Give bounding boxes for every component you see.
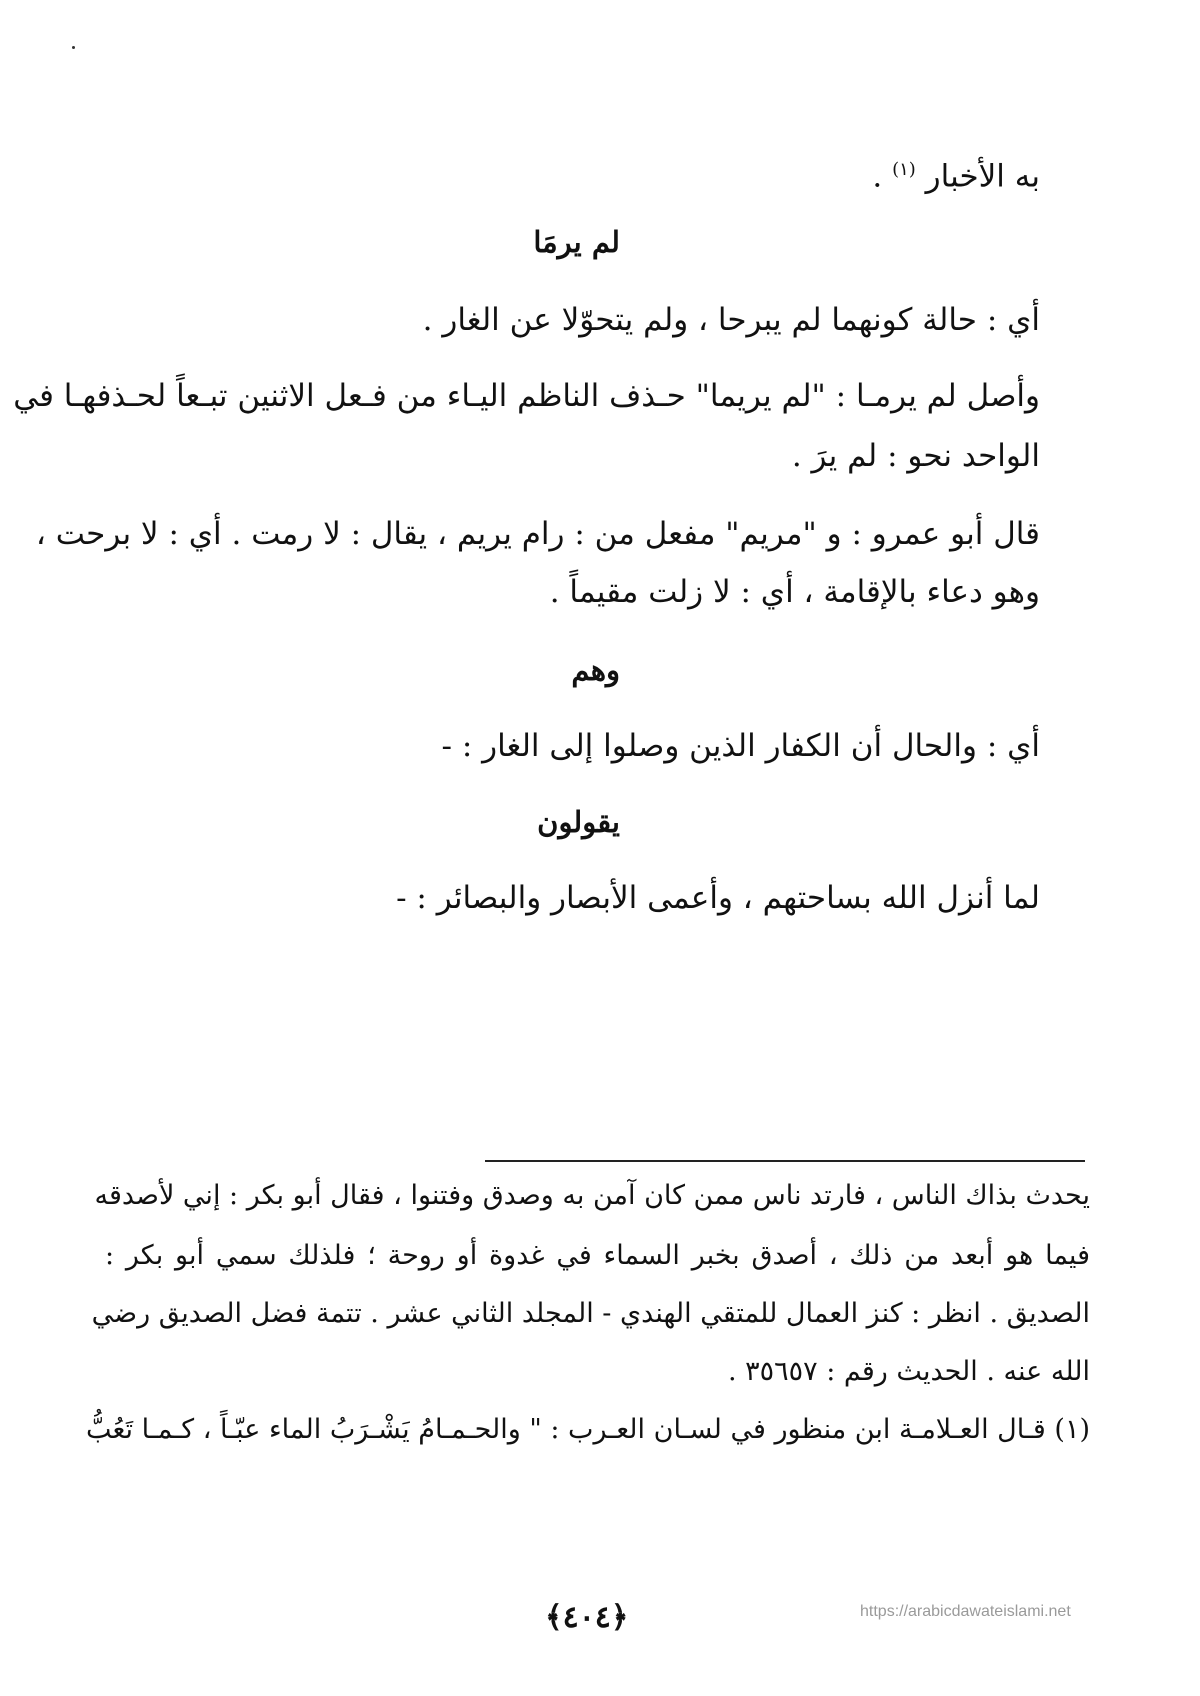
body-line-1-text: به الأخبار [925,158,1040,195]
body-line-2: أي : حالة كونهما لم يبرحا ، ولم يتحوّلا عن الغار . [422,302,1040,338]
footnote-ref: (١) [892,159,916,180]
heading-lam-yarima: لم يرمَا [533,225,620,259]
body-line-3: وأصل لم يرمـا : "لم يريما" حـذف الناظم اليـاء من فـعل الاثنين تبـعاً لحـذفهـا في [13,378,1040,414]
watermark-url: https://arabicdawateislami.net [860,1603,1071,1620]
footnote-line-5: (١) قـال العـلامـة ابن منظور في لسـان العـرب : " والحـمـامُ يَشْـرَبُ الماء عبّـاً ، كـمـا تَعُبُّ [85,1414,1090,1445]
footnote-line-4: الله عنه . الحديث رقم : ٣٥٦٥٧ . [727,1356,1090,1387]
page-number: ﴿٤٠٤﴾ [545,1600,629,1635]
heading-yaqulun: يقولون [537,805,620,839]
body-line-5: قال أبو عمرو : و "مريم" مفعل من : رام يريم ، يقال : لا رمت . أي : لا برحت ، [35,516,1040,552]
body-line-6: وهو دعاء بالإقامة ، أي : لا زلت مقيماً . [549,574,1040,610]
footnote-line-3: الصديق . انظر : كنز العمال للمتقي الهندي - المجلد الثاني عشر . تتمة فضل الصديق رضي [91,1298,1090,1329]
body-line-1 [110,148,1040,198]
footnote-line-2: فيما هو أبعد من ذلك ، أصدق بخبر السماء في غدوة أو روحة ؛ فلذلك سمي أبو بكر : [105,1240,1090,1271]
body-line-1-end: . [872,158,883,195]
body-line-4: الواحد نحو : لم يرَ . [791,438,1040,474]
body-line-8: لما أنزل الله بساحتهم ، وأعمى الأبصار والبصائر : - [396,880,1040,916]
footnote-separator [485,1160,1085,1162]
footnote-line-1: يحدث بذاك الناس ، فارتد ناس ممن كان آمن به وصدق وفتنوا ، فقال أبو بكر : إني لأصدقه [94,1180,1090,1211]
heading-wahum: وهم [571,653,620,687]
scan-speck [72,46,75,49]
body-line-7: أي : والحال أن الكفار الذين وصلوا إلى الغار : - [441,728,1040,764]
